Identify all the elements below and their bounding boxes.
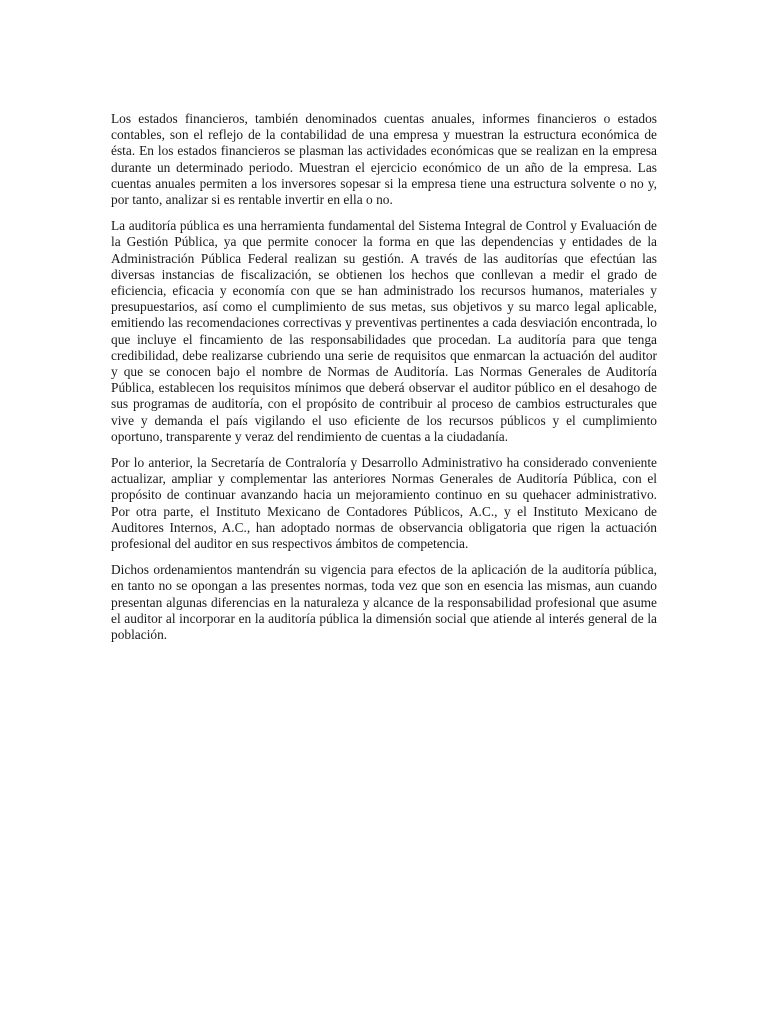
paragraph-estados-financieros: Los estados financieros, también denominados cuentas anuales, informes financieros o estados contables, son el reflejo de la contabilidad de una empresa y muestran la estructura económica de ésta. En los estados financieros se plasman las actividades económicas que se realizan en la empresa durante un determinado periodo. Muestran el ejercicio económico de un año de la empresa. Las cuentas anuales permiten a los inversores sopesar si la empresa tiene una estructura solvente o no y, por tanto, analizar si es rentable invertir en ella o no. [111, 111, 657, 208]
paragraph-secretaria-contraloria: Por lo anterior, la Secretaría de Contraloría y Desarrollo Administrativo ha considerado conveniente actualizar, ampliar y complementar las anteriores Normas Generales de Auditoría Pública, con el propósito de continuar avanzando hacia un mejoramiento continuo en su quehacer administrativo. Por otra parte, el Instituto Mexicano de Contadores Públicos, A.C., y el Instituto Mexicano de Auditores Internos, A.C., han adoptado normas de observancia obligatoria que rigen la actuación profesional del auditor en sus respectivos ámbitos de competencia. [111, 455, 657, 552]
document-body [111, 111, 657, 653]
paragraph-ordenamientos: Dichos ordenamientos mantendrán su vigencia para efectos de la aplicación de la auditoría pública, en tanto no se opongan a las presentes normas, toda vez que son en esencia las mismas, aun cuando presentan algunas diferencias en la naturaleza y alcance de la responsabilidad profesional que asume el auditor al incorporar en la auditoría pública la dimensión social que atiende al interés general de la población. [111, 562, 657, 643]
paragraph-auditoria-publica: La auditoría pública es una herramienta fundamental del Sistema Integral de Control y Evaluación de la Gestión Pública, ya que permite conocer la forma en que las dependencias y entidades de la Administración Pública Federal realizan su gestión. A través de las auditorías que efectúan las diversas instancias de fiscalización, se obtienen los hechos que conllevan a medir el grado de eficiencia, eficacia y economía con que se han administrado los recursos humanos, materiales y presupuestarios, así como el cumplimiento de sus metas, sus objetivos y su marco legal aplicable, emitiendo las recomendaciones correctivas y preventivas pertinentes a cada desviación encontrada, lo que incluye el fincamiento de las responsabilidades que procedan. La auditoría para que tenga credibilidad, debe realizarse cubriendo una serie de requisitos que enmarcan la actuación del auditor y que se conocen bajo el nombre de Normas de Auditoría. Las Normas Generales de Auditoría Pública, establecen los requisitos mínimos que deberá observar el auditor público en el desahogo de sus programas de auditoría, con el propósito de contribuir al proceso de cambios estructurales que vive y demanda el país vigilando el uso eficiente de los recursos públicos y el cumplimiento oportuno, transparente y veraz del rendimiento de cuentas a la ciudadanía. [111, 218, 657, 444]
